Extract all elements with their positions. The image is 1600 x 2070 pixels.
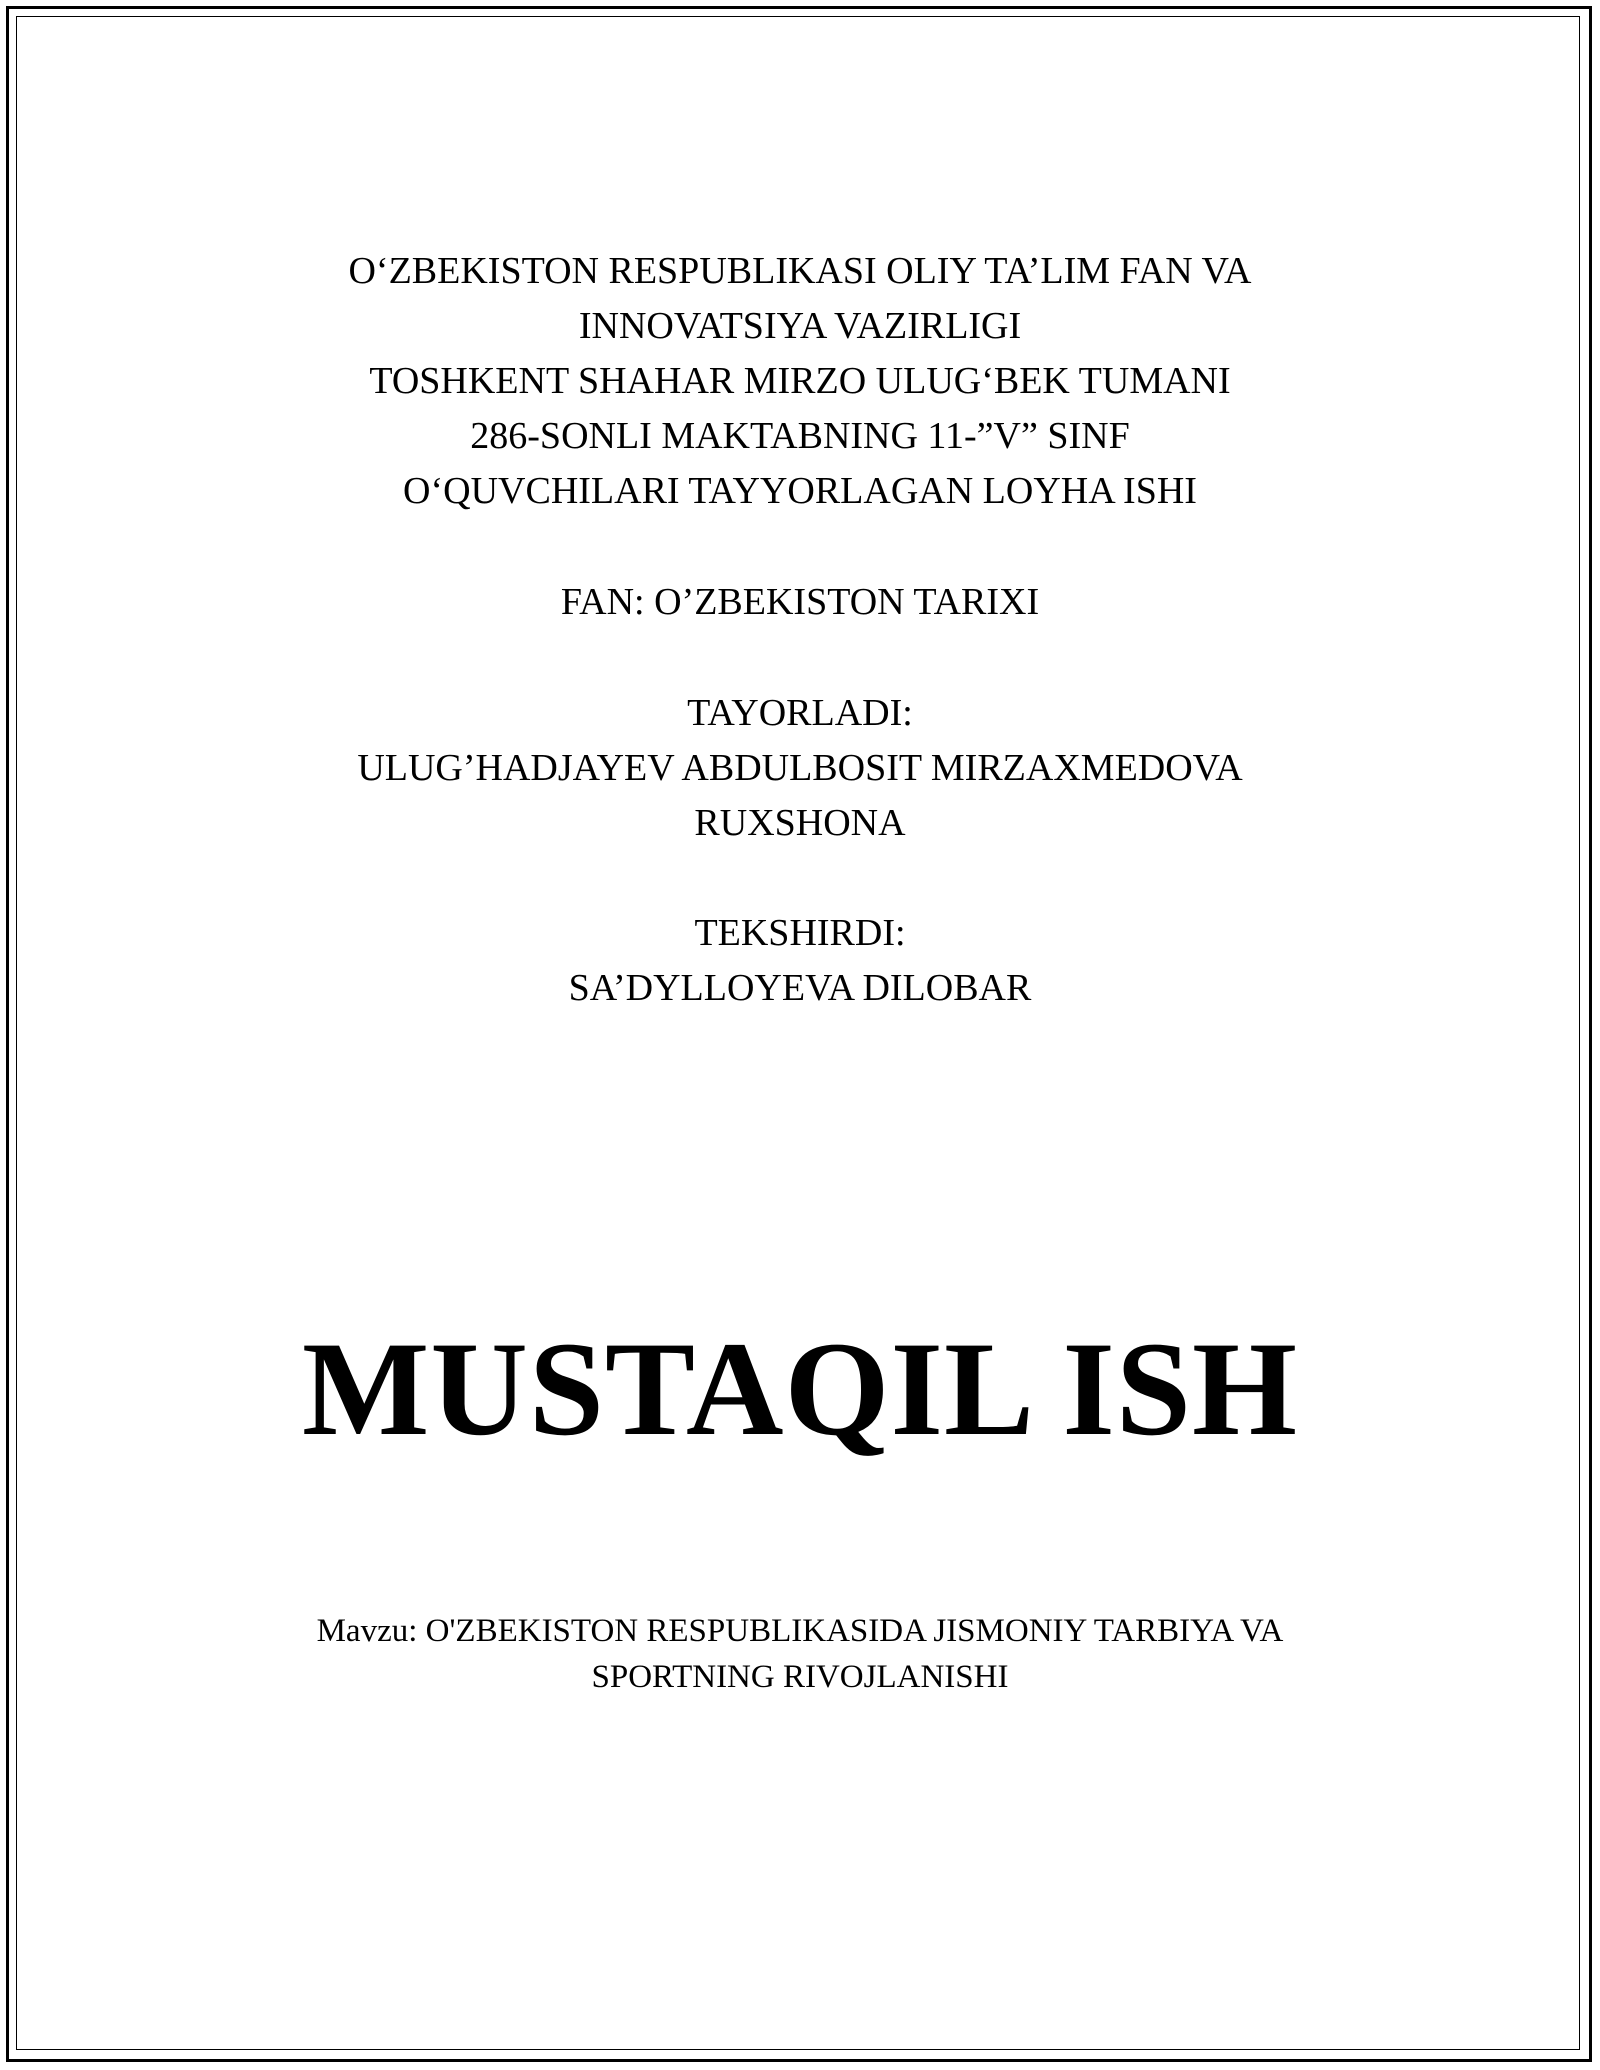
header-line-5: O‘QUVCHILARI TAYYORLAGAN LOYHA ISHI [403,470,1197,512]
topic-line-1: Mavzu: O'ZBEKISTON RESPUBLIKASIDA JISMONIY TARBIYA VA [316,1613,1284,1649]
prepared-by-block [0,686,1600,851]
checked-by-label: TEKSHIRDI: [694,912,906,954]
prepared-by-names-line-2: RUXSHONA [694,802,906,844]
topic-block [0,1608,1600,1700]
checked-by-name: SA’DYLLOYEVA DILOBAR [568,967,1032,1009]
checked-by-block [0,906,1600,1016]
prepared-by-label: TAYORLADI: [687,692,913,734]
topic-line-2: SPORTNING RIVOJLANISHI [591,1659,1009,1695]
institution-header [0,244,1600,519]
header-line-1: O‘ZBEKISTON RESPUBLIKASI OLIY TA’LIM FAN VA [348,250,1252,292]
prepared-by-names-line-1: ULUG’HADJAYEV ABDULBOSIT MIRZAXMEDOVA [357,747,1243,789]
header-line-3: TOSHKENT SHAHAR MIRZO ULUG‘BEK TUMANI [369,360,1231,402]
document-title: MUSTAQIL ISH [301,1315,1299,1464]
header-line-4: 286-SONLI MAKTABNING 11-”V” SINF [470,415,1130,457]
header-line-2: INNOVATSIYA VAZIRLIGI [578,305,1022,347]
subject-line: FAN: O’ZBEKISTON TARIXI [560,581,1040,623]
